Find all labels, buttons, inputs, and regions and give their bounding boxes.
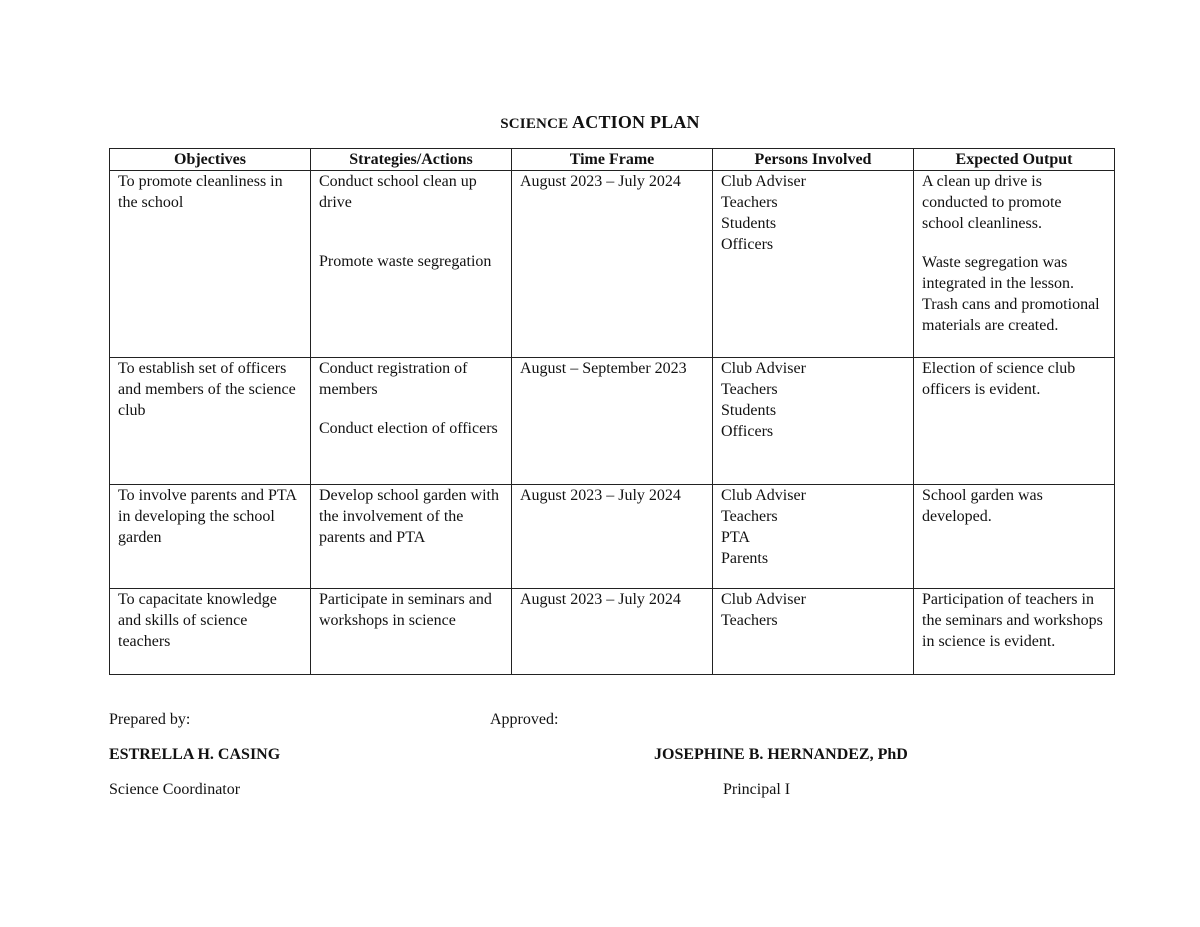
- objective-cell: [110, 171, 311, 358]
- person-text: Teachers: [721, 612, 778, 629]
- time-frame-text: August 2023 – July 2024: [520, 591, 681, 608]
- time-frame-cell: [512, 358, 713, 485]
- person-text: Club Adviser: [721, 173, 806, 190]
- person-text: Students: [721, 402, 777, 419]
- person-text: Club Adviser: [721, 360, 806, 377]
- strategies-cell: [311, 171, 512, 358]
- person-text: Officers: [721, 236, 774, 253]
- objective-text: To involve parents and PTA in developing the school garden: [118, 487, 297, 546]
- strategy-text: Conduct school clean up drive: [319, 173, 477, 211]
- strategy-text: Participate in seminars and workshops in science: [319, 591, 492, 629]
- approver-name: JOSEPHINE B. HERNANDEZ, PhD: [654, 746, 908, 763]
- output-text: School garden was developed.: [922, 487, 1043, 525]
- action-plan-table: [109, 148, 1115, 675]
- output-text: Election of science club officers is evident.: [922, 360, 1076, 398]
- objective-cell: [110, 358, 311, 485]
- person-text: Club Adviser: [721, 487, 806, 504]
- header-expected-output: Expected Output: [914, 149, 1115, 171]
- table-row: [110, 358, 1115, 485]
- output-text: A clean up drive is conducted to promote school cleanliness.: [922, 173, 1062, 232]
- person-text: Parents: [721, 550, 769, 567]
- time-frame-cell: [512, 485, 713, 589]
- persons-cell: [713, 485, 914, 589]
- output-cell: [914, 589, 1115, 675]
- objective-cell: [110, 589, 311, 675]
- strategies-cell: [311, 485, 512, 589]
- strategy-text: Promote waste segregation: [319, 253, 492, 270]
- table-header-row: [110, 149, 1115, 171]
- header-objectives: Objectives: [110, 149, 311, 171]
- person-text: Teachers: [721, 508, 778, 525]
- objective-text: To promote cleanliness in the school: [118, 173, 283, 211]
- title-main: ACTION PLAN: [572, 112, 700, 132]
- strategy-text: Conduct election of officers: [319, 420, 498, 437]
- strategy-text: Conduct registration of members: [319, 360, 468, 398]
- time-frame-text: August – September 2023: [520, 360, 687, 377]
- persons-cell: [713, 171, 914, 358]
- approved-label: Approved:: [490, 711, 559, 728]
- output-cell: [914, 485, 1115, 589]
- preparer-name: ESTRELLA H. CASING: [109, 746, 281, 763]
- strategy-text: Develop school garden with the involvement of the parents and PTA: [319, 487, 499, 546]
- time-frame-cell: [512, 171, 713, 358]
- objective-cell: [110, 485, 311, 589]
- persons-cell: [713, 358, 914, 485]
- output-text: Participation of teachers in the seminars and workshops in science is evident.: [922, 591, 1103, 650]
- strategies-cell: [311, 358, 512, 485]
- header-time-frame: Time Frame: [512, 149, 713, 171]
- page-title: [0, 112, 1200, 133]
- time-frame-text: August 2023 – July 2024: [520, 487, 681, 504]
- objective-text: To establish set of officers and members of the science club: [118, 360, 296, 419]
- person-text: Officers: [721, 423, 774, 440]
- table-row: [110, 589, 1115, 675]
- header-strategies: Strategies/Actions: [311, 149, 512, 171]
- header-persons-involved: Persons Involved: [713, 149, 914, 171]
- prepared-by-label: Prepared by:: [109, 711, 191, 728]
- preparer-title: Science Coordinator: [109, 781, 241, 798]
- approver-title: Principal I: [723, 781, 791, 798]
- person-text: Teachers: [721, 194, 778, 211]
- table-row: [110, 171, 1115, 358]
- output-cell: [914, 358, 1115, 485]
- person-text: Club Adviser: [721, 591, 806, 608]
- title-prefix: SCIENCE: [500, 116, 569, 132]
- person-text: PTA: [721, 529, 750, 546]
- output-cell: [914, 171, 1115, 358]
- persons-cell: [713, 589, 914, 675]
- strategies-cell: [311, 589, 512, 675]
- output-text: Waste segregation was integrated in the lesson. Trash cans and promotional materials are created.: [922, 254, 1100, 334]
- table-row: [110, 485, 1115, 589]
- time-frame-text: August 2023 – July 2024: [520, 173, 681, 190]
- person-text: Teachers: [721, 381, 778, 398]
- time-frame-cell: [512, 589, 713, 675]
- person-text: Students: [721, 215, 777, 232]
- objective-text: To capacitate knowledge and skills of science teachers: [118, 591, 277, 650]
